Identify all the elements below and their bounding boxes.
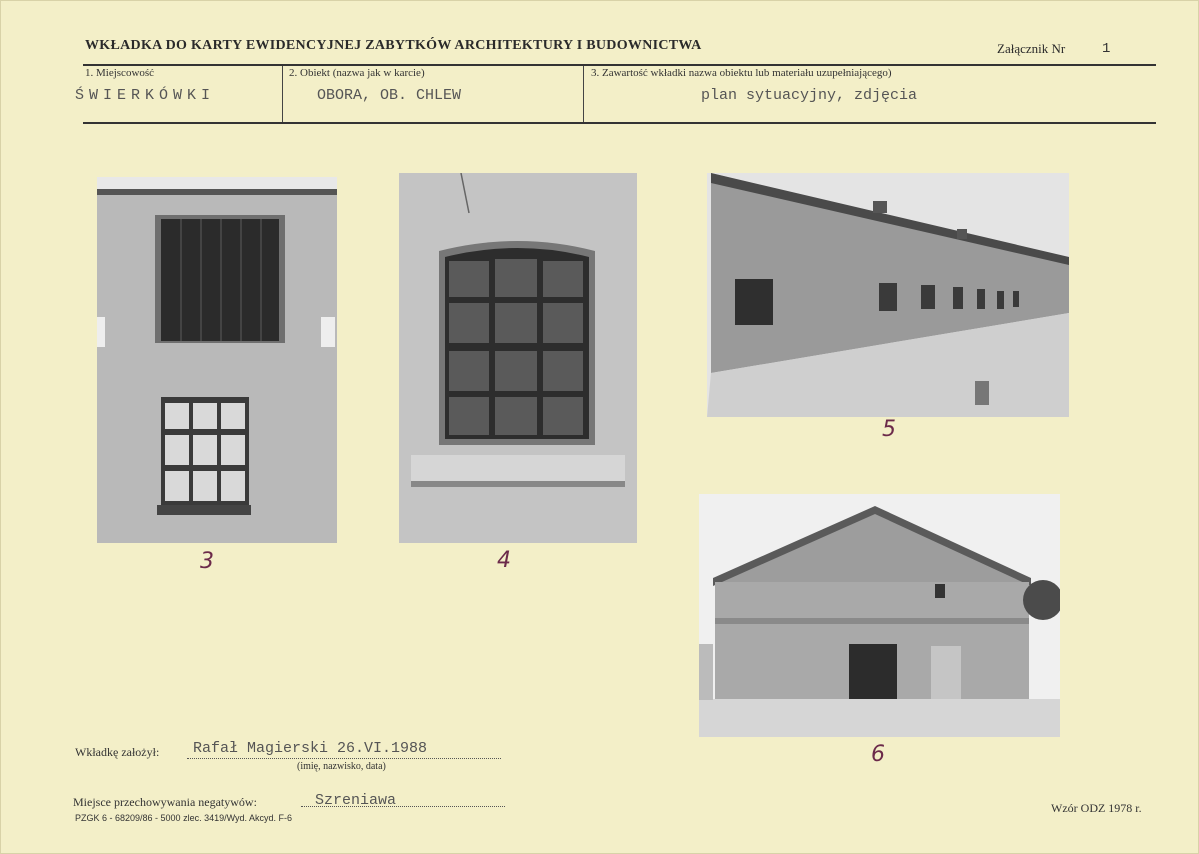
founded-label: Wkładkę założył: — [75, 745, 160, 759]
photo-4-image — [399, 173, 637, 543]
field-divider — [282, 66, 283, 122]
photo-6 — [699, 494, 1060, 737]
photo-5 — [707, 173, 1069, 417]
photo-3-image — [97, 177, 337, 543]
field-label-locality: 1. Miejscowość — [85, 67, 155, 79]
header-rule-bottom — [83, 122, 1156, 124]
founded-dotted-line — [187, 758, 501, 759]
field-value-locality: ŚWIERKÓWKI — [75, 87, 216, 104]
photo-6-number: 6 — [871, 742, 885, 767]
field-value-contents: plan sytuacyjny, zdjęcia — [701, 87, 918, 104]
annex-label: Załącznik Nr — [997, 41, 1066, 56]
photo-3 — [97, 177, 337, 543]
form-model: Wzór ODZ 1978 r. — [1051, 801, 1142, 815]
field-value-object: OBORA, OB. CHLEW — [317, 87, 462, 104]
storage-dotted-line — [301, 806, 505, 807]
annex-number: 1 — [1102, 41, 1111, 57]
field-label-contents: 3. Zawartość wkładki nazwa obiektu lub materiału uzupełniającego) — [591, 67, 892, 79]
founded-value: Rafał Magierski 26.VI.1988 — [193, 740, 428, 757]
photo-4 — [399, 173, 637, 543]
storage-value: Szreniawa — [315, 792, 397, 809]
photo-6-image — [699, 494, 1060, 737]
photo-4-number: 4 — [497, 548, 511, 573]
photo-5-image — [707, 173, 1069, 417]
field-divider — [583, 66, 584, 122]
print-info: PZGK 6 - 68209/86 - 5000 zlec. 3419/Wyd. Akcyd. F-6 — [75, 813, 293, 823]
photo-3-number: 3 — [200, 549, 214, 574]
storage-label: Miejsce przechowywania negatywów: — [73, 795, 257, 809]
field-label-object: 2. Obiekt (nazwa jak w karcie) — [289, 67, 425, 79]
sheet-title: WKŁADKA DO KARTY EWIDENCYJNEJ ZABYTKÓW ARCHITEKTURY I BUDOWNICTWA — [85, 38, 702, 53]
header-rule-top — [83, 64, 1156, 66]
founded-hint: (imię, nazwisko, data) — [297, 761, 386, 772]
photo-5-number: 5 — [882, 417, 896, 442]
